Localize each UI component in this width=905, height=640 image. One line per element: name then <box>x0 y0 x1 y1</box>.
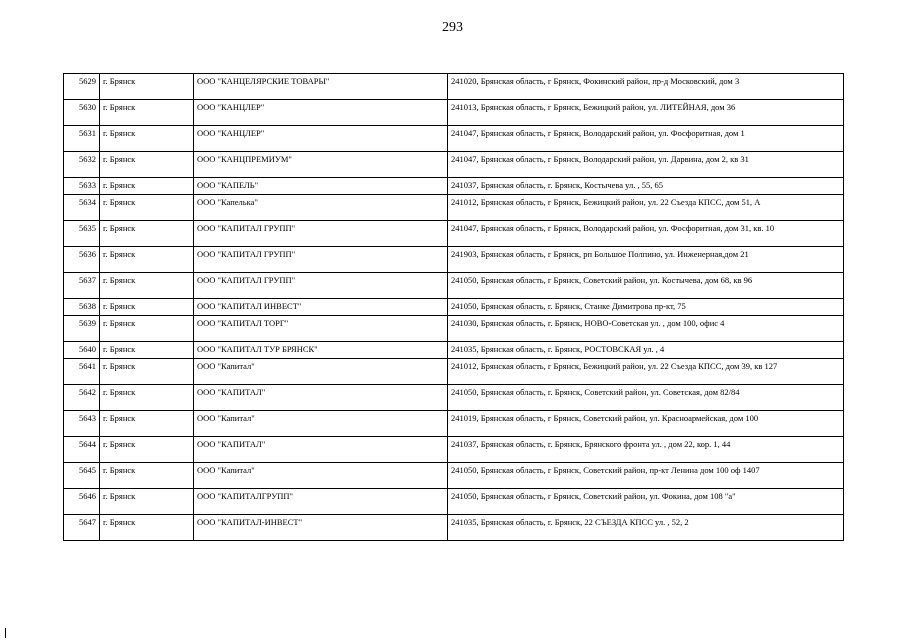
address-cell: 241012, Брянская область, г Брянск, Бежицкий район, ул. 22 Съезда КПСС, дом 39, кв 127 <box>448 359 844 385</box>
row-number-cell: 5645 <box>64 463 100 489</box>
row-number-cell: 5629 <box>64 74 100 100</box>
scan-artifact-mark <box>5 628 6 638</box>
organization-cell: ООО "КАНЦЛЕР" <box>194 100 448 126</box>
organization-cell: ООО "КАПИТАЛ ИНВЕСТ" <box>194 299 448 316</box>
address-cell: 241050, Брянская область, г Брянск, Советский район, ул. Фокина, дом 108 "а" <box>448 489 844 515</box>
table-row <box>64 273 844 299</box>
city-cell: г. Брянск <box>100 411 194 437</box>
table-row <box>64 247 844 273</box>
city-cell: г. Брянск <box>100 299 194 316</box>
table-row <box>64 515 844 541</box>
city-cell: г. Брянск <box>100 74 194 100</box>
address-cell: 241903, Брянская область, г Брянск, рп Большое Полпино, ул. Инженерная,дом 21 <box>448 247 844 273</box>
address-cell: 241037, Брянская область, г. Брянск, Костычева ул. , 55, 65 <box>448 178 844 195</box>
row-number-cell: 5635 <box>64 221 100 247</box>
table-row <box>64 195 844 221</box>
table-row <box>64 100 844 126</box>
organization-cell: ООО "КАПИТАЛ ТОРГ" <box>194 316 448 342</box>
table-row <box>64 342 844 359</box>
row-number-cell: 5642 <box>64 385 100 411</box>
organization-cell: ООО "КАПЕЛЬ" <box>194 178 448 195</box>
organization-cell: ООО "КАНЦЕЛЯРСКИЕ ТОВАРЫ" <box>194 74 448 100</box>
row-number-cell: 5638 <box>64 299 100 316</box>
table-row <box>64 437 844 463</box>
address-cell: 241020, Брянская область, г Брянск, Фокинский район, пр-д Московский, дом 3 <box>448 74 844 100</box>
city-cell: г. Брянск <box>100 489 194 515</box>
table-row <box>64 152 844 178</box>
city-cell: г. Брянск <box>100 385 194 411</box>
organization-cell: ООО "КАПИТАЛ" <box>194 385 448 411</box>
table-row <box>64 463 844 489</box>
address-cell: 241050, Брянская область, г Брянск, Советский район, ул. Костычева, дом 68, кв 96 <box>448 273 844 299</box>
city-cell: г. Брянск <box>100 273 194 299</box>
table-row <box>64 489 844 515</box>
city-cell: г. Брянск <box>100 152 194 178</box>
city-cell: г. Брянск <box>100 195 194 221</box>
city-cell: г. Брянск <box>100 100 194 126</box>
address-cell: 241050, Брянская область, г. Брянск, Станке Димитрова пр-кт, 75 <box>448 299 844 316</box>
organization-cell: ООО "КАНЦПРЕМИУМ" <box>194 152 448 178</box>
row-number-cell: 5637 <box>64 273 100 299</box>
organization-cell: ООО "Капитал" <box>194 411 448 437</box>
address-cell: 241047, Брянская область, г Брянск, Володарский район, ул. Фосфоритная, дом 31, кв. 10 <box>448 221 844 247</box>
address-cell: 241035, Брянская область, г. Брянск, 22 СЪЕЗДА КПСС ул. , 52, 2 <box>448 515 844 541</box>
table-row <box>64 359 844 385</box>
table-row <box>64 316 844 342</box>
address-cell: 241013, Брянская область, г Брянск, Бежицкий район, ул. ЛИТЕЙНАЯ, дом 36 <box>448 100 844 126</box>
row-number-cell: 5632 <box>64 152 100 178</box>
address-cell: 241012, Брянская область, г Брянск, Бежицкий район, ул. 22 Съезда КПСС, дом 51, А <box>448 195 844 221</box>
city-cell: г. Брянск <box>100 126 194 152</box>
table-row <box>64 299 844 316</box>
row-number-cell: 5644 <box>64 437 100 463</box>
address-cell: 241047, Брянская область, г Брянск, Володарский район, ул. Дарвина, дом 2, кв 31 <box>448 152 844 178</box>
organization-cell: ООО "КАПИТАЛ ГРУПП" <box>194 273 448 299</box>
organization-cell: ООО "Капитал" <box>194 463 448 489</box>
address-cell: 241035, Брянская область, г. Брянск, РОСТОВСКАЯ ул. , 4 <box>448 342 844 359</box>
organization-cell: ООО "КАПИТАЛ ГРУПП" <box>194 247 448 273</box>
row-number-cell: 5630 <box>64 100 100 126</box>
city-cell: г. Брянск <box>100 359 194 385</box>
table-row <box>64 385 844 411</box>
address-cell: 241050, Брянская область, г. Брянск, Советский район, ул. Советская, дом 82/84 <box>448 385 844 411</box>
address-cell: 241019, Брянская область, г Брянск, Советский район, ул. Красноармейская, дом 100 <box>448 411 844 437</box>
table-row <box>64 178 844 195</box>
table-row <box>64 221 844 247</box>
city-cell: г. Брянск <box>100 247 194 273</box>
row-number-cell: 5643 <box>64 411 100 437</box>
row-number-cell: 5633 <box>64 178 100 195</box>
organization-cell: ООО "КАПИТАЛГРУПП" <box>194 489 448 515</box>
address-cell: 241050, Брянская область, г Брянск, Советский район, пр-кт Ленина дом 100 оф 1407 <box>448 463 844 489</box>
row-number-cell: 5646 <box>64 489 100 515</box>
organization-cell: ООО "КАПИТАЛ-ИНВЕСТ" <box>194 515 448 541</box>
row-number-cell: 5641 <box>64 359 100 385</box>
row-number-cell: 5640 <box>64 342 100 359</box>
organization-cell: ООО "Капелька" <box>194 195 448 221</box>
city-cell: г. Брянск <box>100 221 194 247</box>
registry-table-body <box>64 74 844 541</box>
address-cell: 241030, Брянская область, г. Брянск, НОВО-Советская ул. , дом 100, офис 4 <box>448 316 844 342</box>
organization-cell: ООО "КАПИТАЛ" <box>194 437 448 463</box>
row-number-cell: 5639 <box>64 316 100 342</box>
city-cell: г. Брянск <box>100 316 194 342</box>
table-row <box>64 74 844 100</box>
organization-cell: ООО "Капитал" <box>194 359 448 385</box>
city-cell: г. Брянск <box>100 437 194 463</box>
table-row <box>64 126 844 152</box>
address-cell: 241037, Брянская область, г. Брянск, Брянского фронта ул. , дом 22, кор. 1, 44 <box>448 437 844 463</box>
table-row <box>64 411 844 437</box>
city-cell: г. Брянск <box>100 515 194 541</box>
row-number-cell: 5647 <box>64 515 100 541</box>
city-cell: г. Брянск <box>100 342 194 359</box>
city-cell: г. Брянск <box>100 463 194 489</box>
organization-cell: ООО "КАПИТАЛ ГРУПП" <box>194 221 448 247</box>
row-number-cell: 5634 <box>64 195 100 221</box>
organization-cell: ООО "КАНЦЛЕР" <box>194 126 448 152</box>
city-cell: г. Брянск <box>100 178 194 195</box>
row-number-cell: 5636 <box>64 247 100 273</box>
organization-cell: ООО "КАПИТАЛ ТУР БРЯНСК" <box>194 342 448 359</box>
registry-table <box>63 73 844 541</box>
page-number: 293 <box>442 20 463 35</box>
address-cell: 241047, Брянская область, г Брянск, Володарский район, ул. Фосфоритная, дом 1 <box>448 126 844 152</box>
row-number-cell: 5631 <box>64 126 100 152</box>
